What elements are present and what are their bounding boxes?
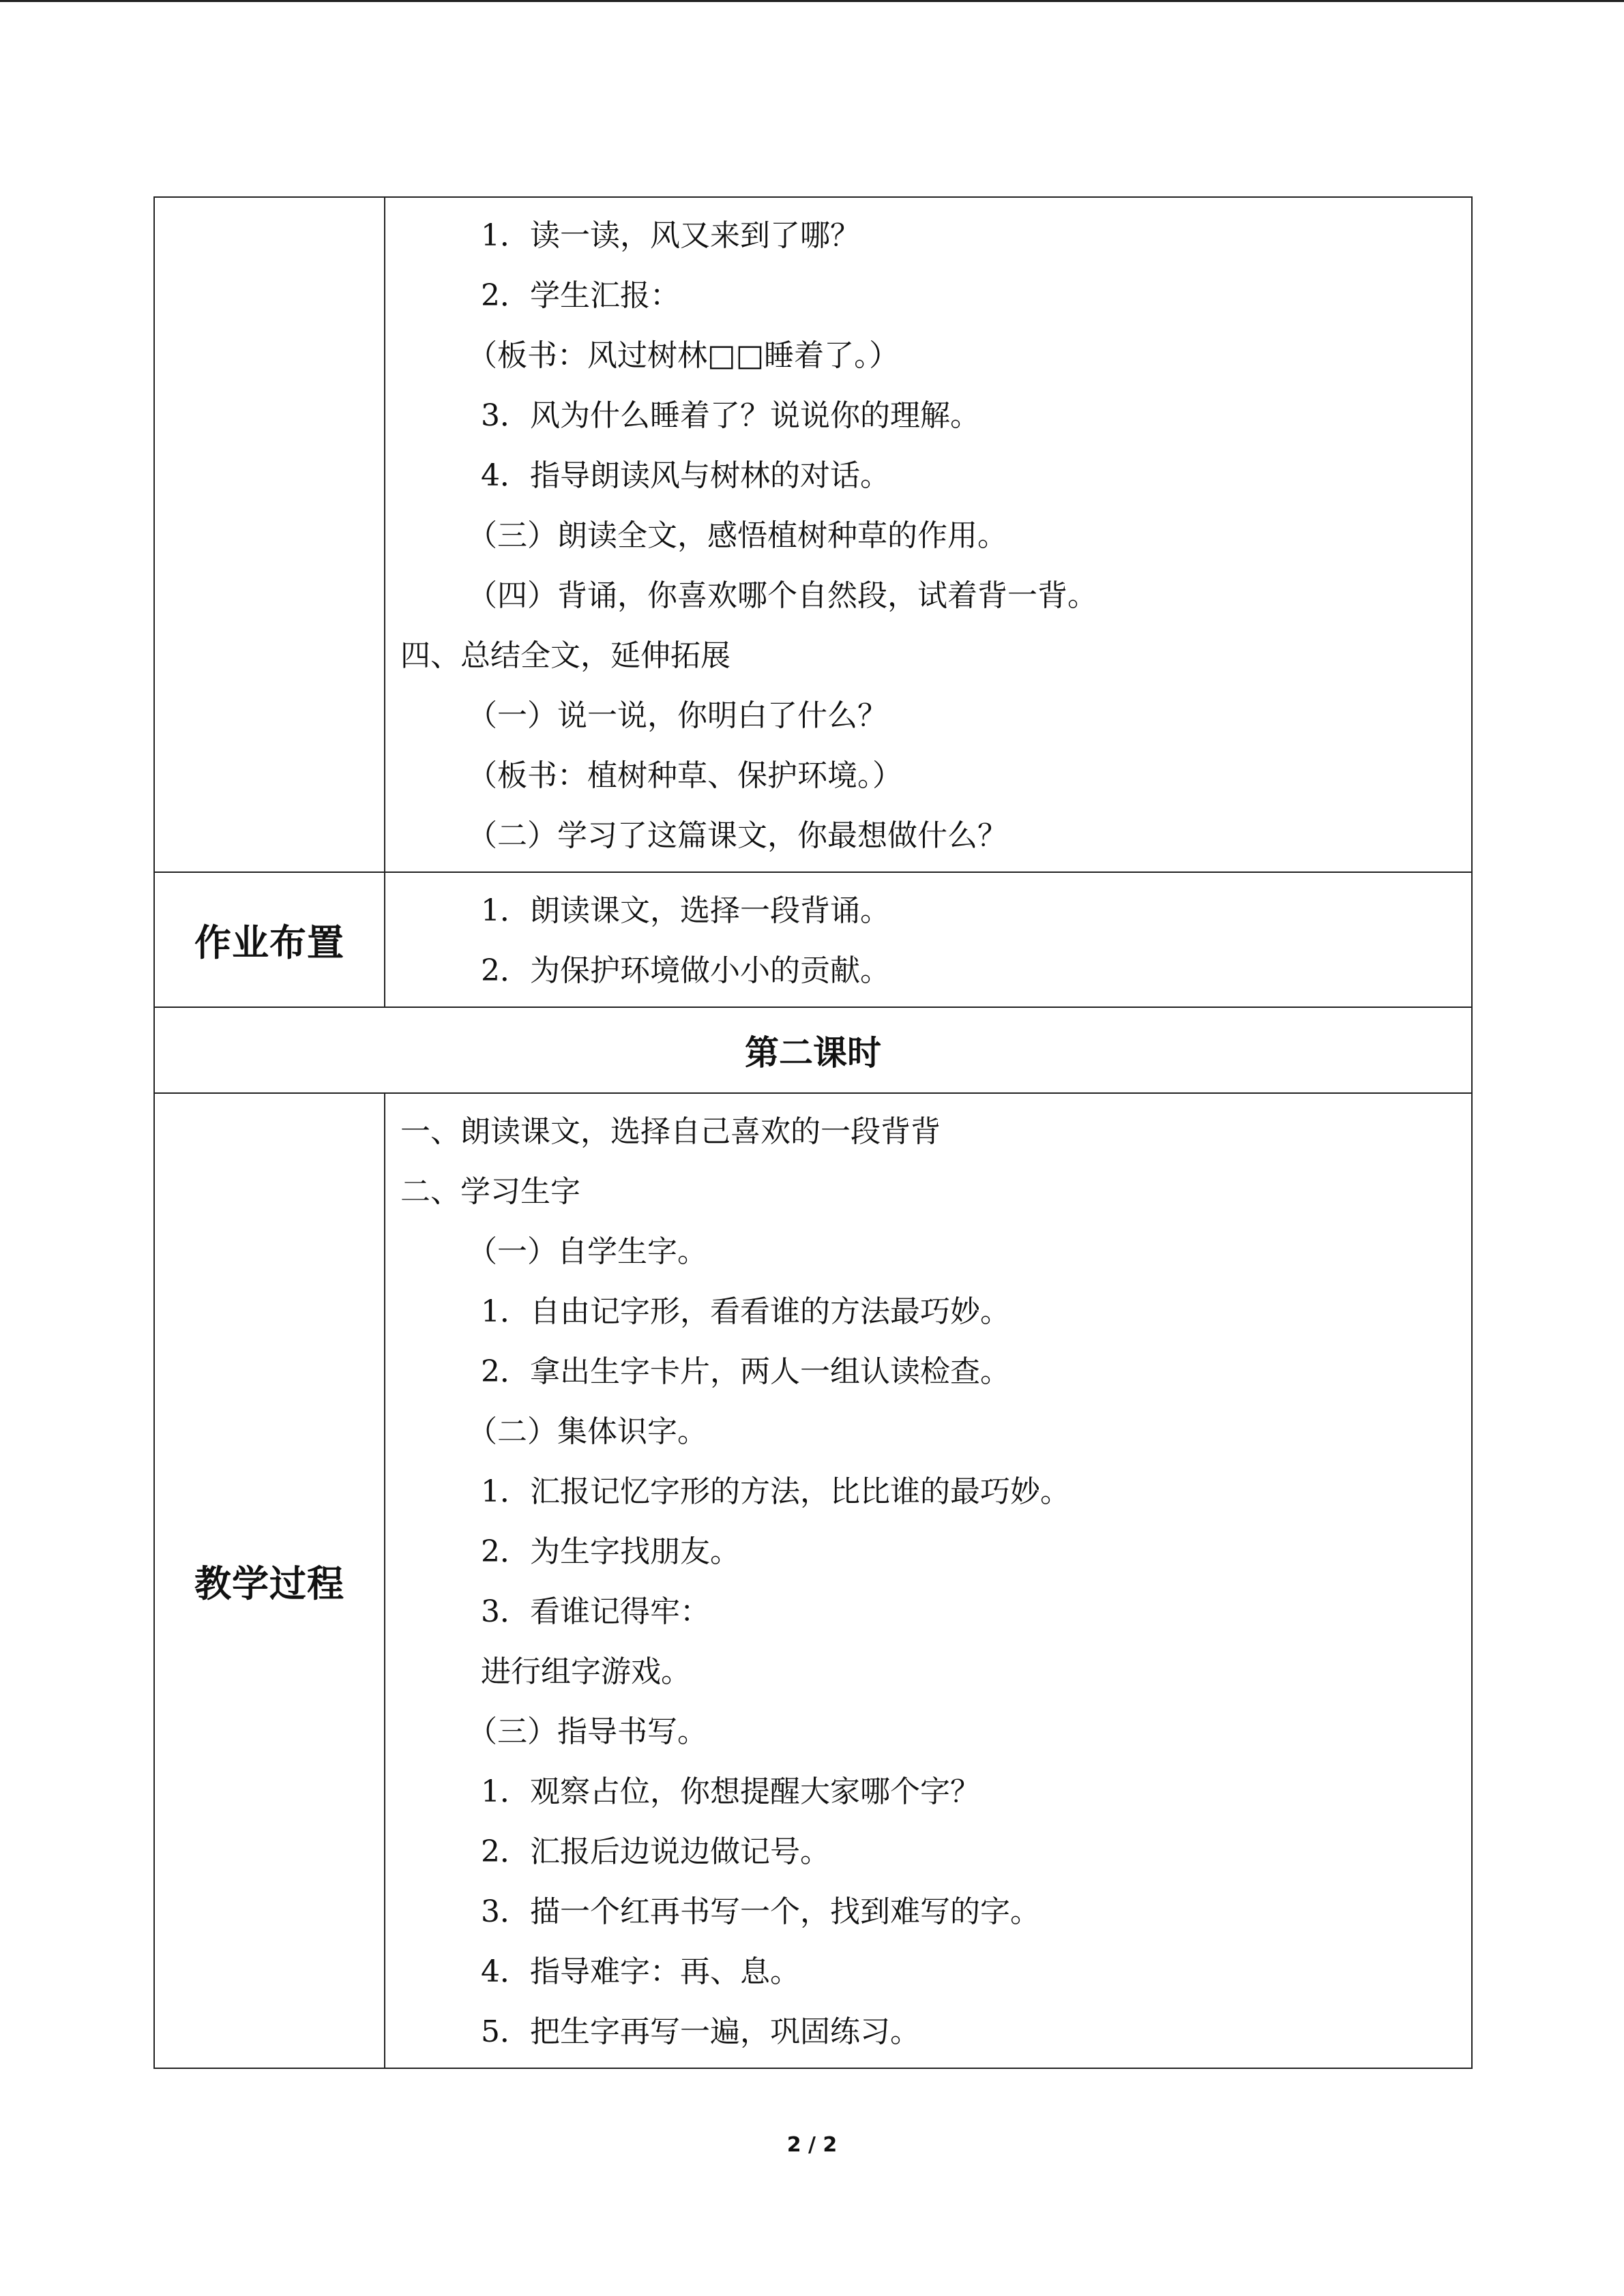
text-line: 2．学生汇报：	[481, 278, 680, 313]
text-line: （板书：植树种草、保护环境。）	[467, 758, 902, 793]
lesson-plan-table	[153, 196, 1473, 2069]
table-row-teaching-process	[154, 1093, 1472, 2068]
text-line: （三）指导书写。	[467, 1714, 707, 1749]
text-line: 进行组字游戏。	[481, 1654, 691, 1689]
page-number: 2 / 2	[786, 2133, 838, 2157]
text-line: 1．观察占位，你想提醒大家哪个字？	[481, 1774, 980, 1809]
text-line: 4．指导朗读风与树林的对话。	[481, 458, 890, 493]
text-line: （三）朗读全文，感悟植树种草的作用。	[467, 518, 1007, 553]
text-line: （二）集体识字。	[467, 1414, 707, 1449]
table-row-continued-content	[154, 197, 1472, 872]
teaching-process-label: 教学过程	[154, 1093, 385, 2068]
section-title: 第二课时	[154, 1007, 1472, 1093]
text-line: 2．为保护环境做小小的贡献。	[481, 953, 890, 988]
row-label-empty	[154, 197, 385, 872]
text-line: 1．自由记字形，看看谁的方法最巧妙。	[481, 1294, 1010, 1329]
homework-content	[385, 872, 1472, 1007]
text-line: （二）学习了这篇课文，你最想做什么？	[467, 818, 1007, 853]
text-line: （板书：风过树林□□睡着了。）	[467, 338, 900, 373]
text-line: 四、总结全文，延伸拓展	[400, 638, 730, 673]
text-line: 1．汇报记忆字形的方法，比比谁的最巧妙。	[481, 1474, 1070, 1509]
text-line: 1．朗读课文，选择一段背诵。	[481, 893, 890, 928]
text-line: 2．拿出生字卡片，两人一组认读检查。	[481, 1354, 1010, 1389]
teaching-process-content	[385, 1093, 1472, 2068]
text-line: 5．把生字再写一遍，巩固练习。	[481, 2014, 920, 2049]
text-line: 2．为生字找朋友。	[481, 1534, 740, 1569]
text-line: 3．看谁记得牢：	[481, 1594, 710, 1629]
text-line: 一、朗读课文，选择自己喜欢的一段背背	[400, 1114, 941, 1149]
table-row-section-title	[154, 1007, 1472, 1093]
text-line: （四）背诵，你喜欢哪个自然段，试着背一背。	[467, 578, 1097, 613]
text-line: 3．描一个红再书写一个，找到难写的字。	[481, 1894, 1040, 1929]
content-cell-continued	[385, 197, 1472, 872]
text-line: 4．指导难字：再、息。	[481, 1954, 800, 1989]
text-line: 3．风为什么睡着了？说说你的理解。	[481, 398, 980, 433]
text-line: （一）自学生字。	[467, 1234, 707, 1269]
table-row-homework	[154, 872, 1472, 1007]
text-line: （一）说一说，你明白了什么？	[467, 698, 887, 733]
text-line: 二、学习生字	[400, 1174, 580, 1209]
homework-label: 作业布置	[154, 872, 385, 1007]
page-top-border	[0, 0, 1624, 2]
text-line: 2．汇报后边说边做记号。	[481, 1834, 830, 1869]
text-line: 1．读一读，风又来到了哪？	[481, 218, 860, 253]
